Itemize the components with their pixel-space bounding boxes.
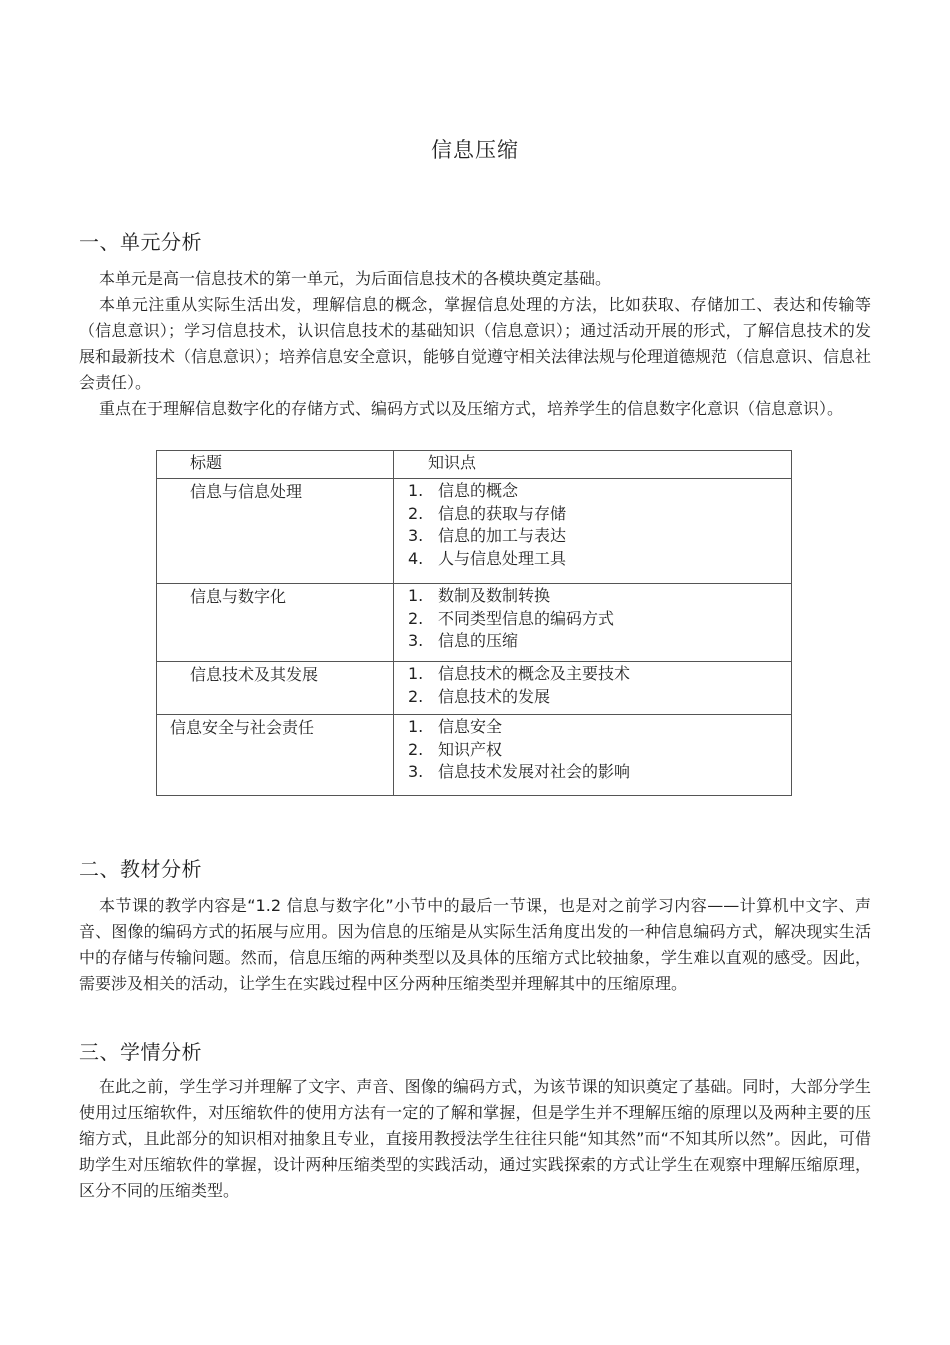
section-heading-unit-analysis: 一、单元分析 [79, 230, 202, 254]
knowledge-table [156, 450, 792, 796]
list-item [408, 761, 791, 784]
list-item [408, 480, 791, 503]
list-item [408, 608, 791, 631]
item-number: 4. [408, 548, 424, 568]
table-header-knowledge: 知识点 [394, 451, 792, 479]
list-item [408, 739, 791, 762]
table-header-row [157, 451, 792, 479]
table-cell-items [394, 662, 792, 715]
row-title: 信息技术及其发展 [190, 665, 319, 684]
row-title: 信息安全与社会责任 [170, 718, 315, 737]
list-item [408, 548, 791, 571]
list-item [408, 630, 791, 653]
paragraph: 本节课的教学内容是“1.2 信息与数字化”小节中的最后一节课，也是对之前学习内容——计算机中文字、声音、图像的编码方式的拓展与应用。因为信息的压缩是从实际生活角度出发的一种信息编码方式，解决现实生活中的存储与传输问题。然而，信息压缩的两种类型以及具体的压缩方式比较抽象，学生难以直观的感受。因此，需要涉及相关的活动，让学生在实践过程中区分两种压缩类型并理解其中的压缩原理。 [79, 896, 871, 993]
item-text: 信息的压缩 [438, 631, 519, 650]
table-cell-items [394, 715, 792, 796]
list-item [408, 716, 791, 739]
section-heading-student-analysis: 三、学情分析 [79, 1040, 202, 1064]
list-item [408, 525, 791, 548]
row-title: 信息与信息处理 [190, 482, 303, 501]
list-item [408, 686, 791, 709]
item-number: 3. [408, 631, 424, 650]
item-text: 信息技术的发展 [438, 686, 551, 706]
row-title: 信息与数字化 [190, 587, 287, 606]
item-text: 数制及数制转换 [438, 586, 551, 605]
item-number: 3. [408, 526, 424, 545]
list-item [408, 585, 791, 608]
item-text: 信息技术的概念及主要技术 [438, 664, 631, 683]
item-text: 信息安全 [438, 717, 503, 736]
table-cell-title [157, 479, 394, 584]
item-number: 2. [408, 503, 424, 523]
item-number: 1. [408, 586, 424, 605]
item-text: 信息的概念 [438, 481, 519, 500]
item-text: 人与信息处理工具 [438, 548, 567, 568]
item-number: 2. [408, 608, 424, 628]
list-item [408, 503, 791, 526]
item-text: 信息的加工与表达 [438, 526, 567, 545]
item-number: 1. [408, 717, 424, 736]
item-number: 3. [408, 762, 424, 781]
table-header-title: 标题 [157, 451, 394, 479]
table-row [157, 584, 792, 662]
paragraph: 本单元是高一信息技术的第一单元，为后面信息技术的各模块奠定基础。 [99, 269, 612, 288]
item-text: 知识产权 [438, 739, 503, 759]
item-number: 2. [408, 739, 424, 759]
item-text: 信息的获取与存储 [438, 503, 567, 523]
paragraph: 在此之前，学生学习并理解了文字、声音、图像的编码方式，为该节课的知识奠定了基础。同时，大部分学生使用过压缩软件，对压缩软件的使用方法有一定的了解和掌握，但是学生并不理解压缩的原理以及两种主要的压缩方式，且此部分的知识相对抽象且专业，直接用教授法学生往往只能“知其然”而“不知其所以然”。因此，可借助学生对压缩软件的掌握，设计两种压缩类型的实践活动，通过实践探索的方式让学生在观察中理解压缩原理，区分不同的压缩类型。 [79, 1077, 871, 1200]
item-number: 1. [408, 481, 424, 500]
list-item [408, 663, 791, 686]
table-row [157, 715, 792, 796]
item-number: 2. [408, 686, 424, 706]
table-row [157, 662, 792, 715]
table-cell-title [157, 715, 394, 796]
paragraph: 本单元注重从实际生活出发，理解信息的概念，掌握信息处理的方法，比如获取、存储加工、表达和传输等（信息意识）；学习信息技术，认识信息技术的基础知识（信息意识）；通过活动开展的形式，了解信息技术的发展和最新技术（信息意识）；培养信息安全意识，能够自觉遵守相关法律法规与伦理道德规范（信息意识、信息社会责任）。 [79, 295, 872, 392]
table-row [157, 479, 792, 584]
document-title: 信息压缩 [431, 138, 519, 162]
table-cell-items [394, 479, 792, 584]
item-text: 不同类型信息的编码方式 [438, 608, 615, 628]
section-heading-textbook-analysis: 二、教材分析 [79, 857, 202, 881]
table-cell-title [157, 662, 394, 715]
item-text: 信息技术发展对社会的影响 [438, 762, 631, 781]
table-cell-title [157, 584, 394, 662]
paragraph: 重点在于理解信息数字化的存储方式、编码方式以及压缩方式，培养学生的信息数字化意识（信息意识）。 [99, 399, 844, 418]
item-number: 1. [408, 664, 424, 683]
table-cell-items [394, 584, 792, 662]
